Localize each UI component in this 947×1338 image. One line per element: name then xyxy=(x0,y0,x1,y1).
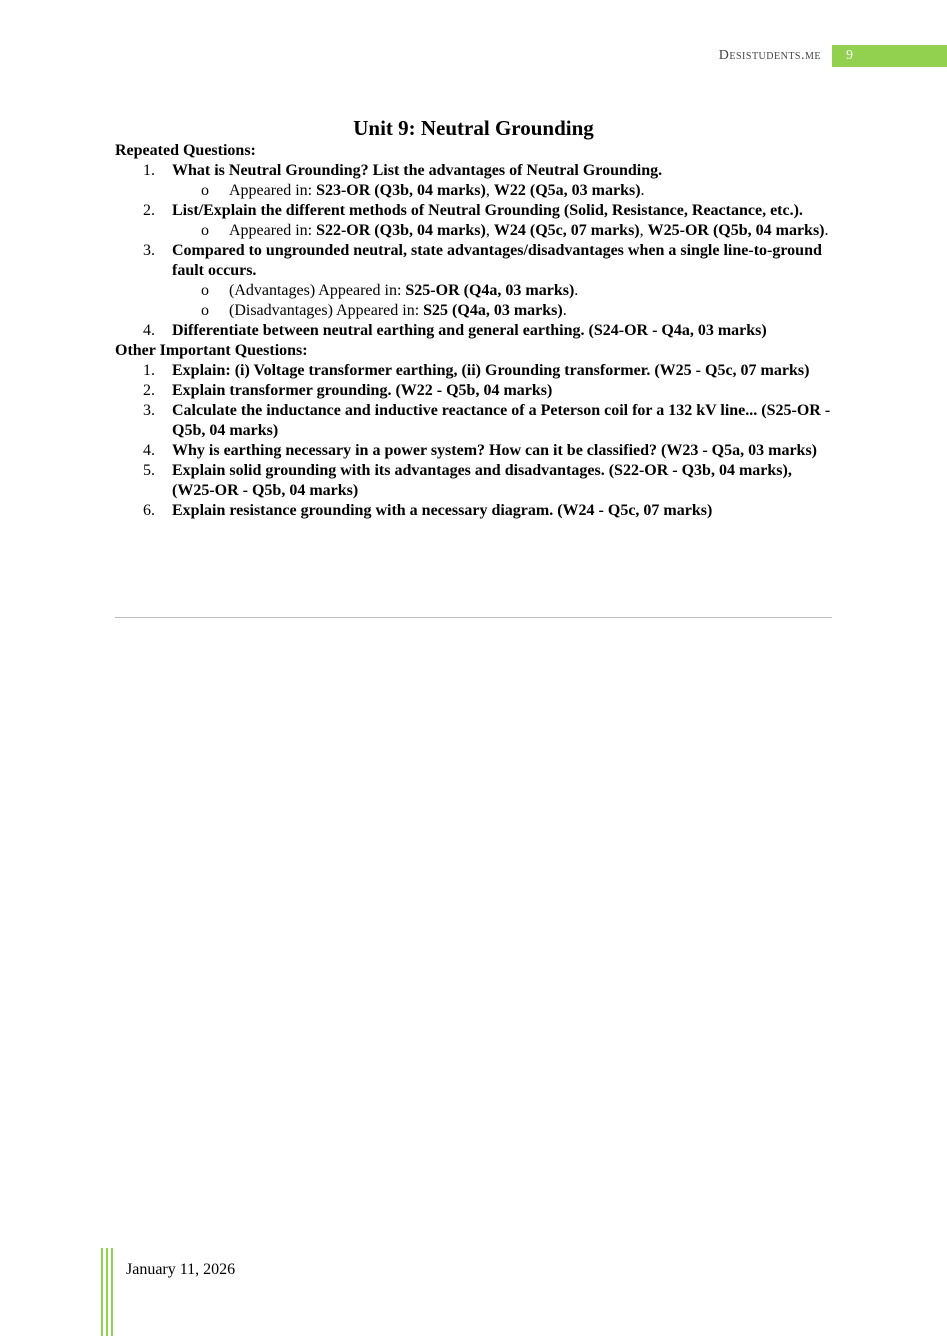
exam-ref: S22-OR (Q3b, 04 marks) xyxy=(316,222,486,239)
list-item xyxy=(115,241,835,281)
question-text: Compared to ungrounded neutral, state advantages/disadvantages when a single line-to-ground fault occurs. xyxy=(172,242,822,279)
page-number-badge: 9 xyxy=(832,45,947,67)
other-questions-heading: Other Important Questions: xyxy=(115,342,308,359)
item-number: 2. xyxy=(143,382,155,399)
document-body xyxy=(115,141,835,521)
question-text: Explain resistance grounding with a necessary diagram. (W24 - Q5c, 07 marks) xyxy=(172,502,713,519)
appearance-item xyxy=(115,301,835,321)
list-item xyxy=(115,381,835,401)
list-item xyxy=(115,501,835,521)
item-number: 6. xyxy=(143,502,155,519)
question-text: Explain transformer grounding. (W22 - Q5b, 04 marks) xyxy=(172,382,553,399)
question-text: Differentiate between neutral earthing and general earthing. (S24-OR - Q4a, 03 marks) xyxy=(172,322,767,339)
item-number: 4. xyxy=(143,442,155,459)
exam-ref: S23-OR (Q3b, 04 marks) xyxy=(316,182,486,199)
site-name: Desistudents.me xyxy=(718,48,821,63)
appearance-item xyxy=(115,181,835,201)
exam-ref: S25 (Q4a, 03 marks) xyxy=(423,302,563,319)
question-text: Explain: (i) Voltage transformer earthing, (ii) Grounding transformer. (W25 - Q5c, 07 marks) xyxy=(172,362,810,379)
list-item xyxy=(115,361,835,381)
separator: , xyxy=(639,222,648,239)
accent-bar xyxy=(106,1248,108,1336)
question-text: List/Explain the different methods of Neutral Grounding (Solid, Resistance, Reactance, etc.). xyxy=(172,202,803,219)
divider xyxy=(115,617,832,618)
footer-date: January 11, 2026 xyxy=(126,1261,236,1278)
item-number: 3. xyxy=(143,402,155,419)
list-item xyxy=(115,161,835,181)
appeared-label: (Disadvantages) Appeared in: xyxy=(229,302,424,319)
bullet-icon: o xyxy=(201,302,209,319)
item-number: 4. xyxy=(143,322,155,339)
exam-ref: W22 (Q5a, 03 marks) xyxy=(493,182,641,199)
item-number: 5. xyxy=(143,462,155,479)
item-number: 2. xyxy=(143,202,155,219)
appearance-item xyxy=(115,281,835,301)
question-text: Why is earthing necessary in a power system? How can it be classified? (W23 - Q5a, 03 marks) xyxy=(172,442,817,459)
item-number: 3. xyxy=(143,242,155,259)
question-text: What is Neutral Grounding? List the advantages of Neutral Grounding. xyxy=(172,162,663,179)
item-number: 1. xyxy=(143,162,155,179)
list-item xyxy=(115,321,835,341)
accent-bar xyxy=(101,1248,103,1336)
repeated-questions-heading: Repeated Questions: xyxy=(115,142,256,159)
punct: . xyxy=(562,302,567,319)
punct: . xyxy=(574,282,579,299)
appeared-label: Appeared in: xyxy=(229,182,317,199)
list-item xyxy=(115,201,835,221)
footer-accent-bars xyxy=(101,1248,115,1336)
question-text: Calculate the inductance and inductive reactance of a Peterson coil for a 132 kV line... (S25-OR - Q5b, 04 marks) xyxy=(172,402,831,439)
exam-ref: W25-OR (Q5b, 04 marks) xyxy=(647,222,825,239)
separator: , xyxy=(485,182,494,199)
bullet-icon: o xyxy=(201,182,209,199)
list-item xyxy=(115,441,835,461)
bullet-icon: o xyxy=(201,282,209,299)
list-item xyxy=(115,461,835,501)
appearance-item xyxy=(115,221,835,241)
question-text: Explain solid grounding with its advantages and disadvantages. (S22-OR - Q3b, 04 marks), (W25-OR - Q5b, 04 marks) xyxy=(172,462,792,499)
appeared-label: (Advantages) Appeared in: xyxy=(229,282,406,299)
separator: , xyxy=(485,222,494,239)
accent-bar xyxy=(111,1248,113,1336)
page-title: Unit 9: Neutral Grounding xyxy=(353,116,594,140)
bullet-icon: o xyxy=(201,222,209,239)
punct: . xyxy=(824,222,829,239)
punct: . xyxy=(640,182,645,199)
item-number: 1. xyxy=(143,362,155,379)
exam-ref: S25-OR (Q4a, 03 marks) xyxy=(405,282,575,299)
list-item xyxy=(115,401,835,441)
exam-ref: W24 (Q5c, 07 marks) xyxy=(493,222,640,239)
appeared-label: Appeared in: xyxy=(229,222,317,239)
